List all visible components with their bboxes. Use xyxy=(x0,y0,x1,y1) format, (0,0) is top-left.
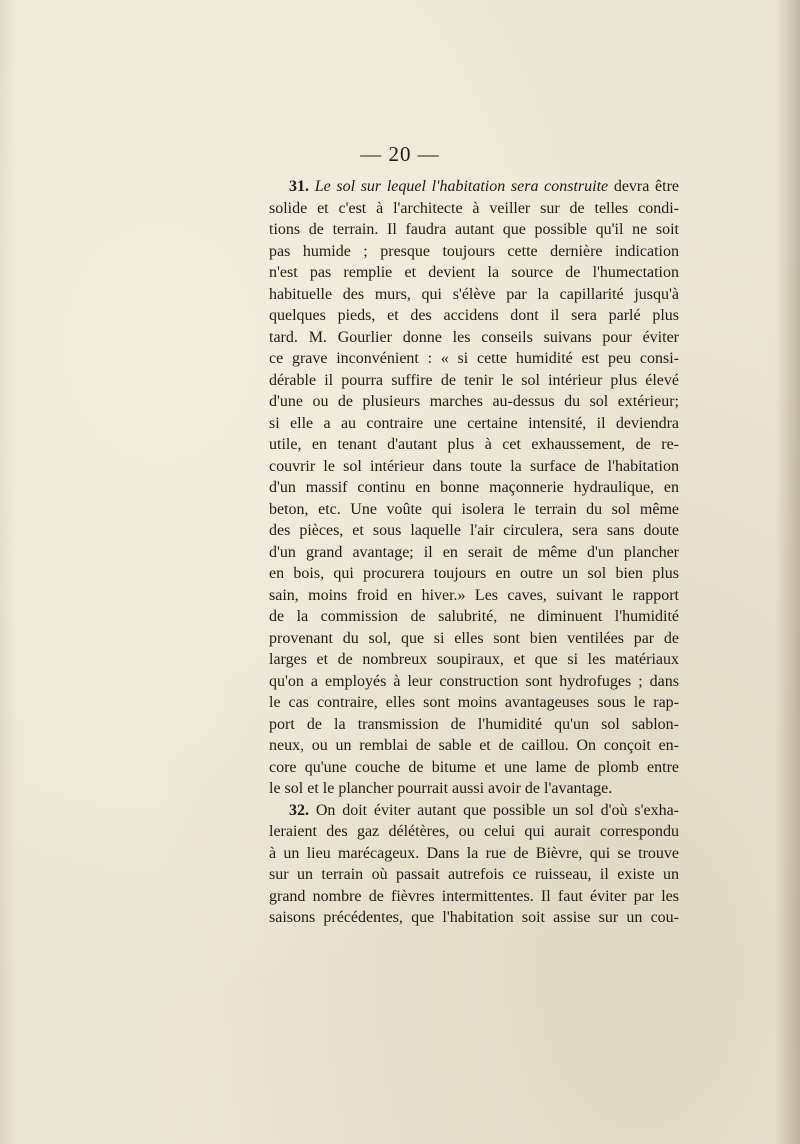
paragraph-31-line: utile, en tenant d'autant plus à cet exhaussement, de re- xyxy=(269,436,679,453)
paragraph-31-line: couvrir le sol intérieur dans toute la surface de l'habitation xyxy=(269,457,679,475)
paragraph-31-line: port de la transmission de l'humidité qu'un sol sablon- xyxy=(269,715,679,733)
paragraph-31-line: si elle a au contraire une certaine intensité, il deviendra xyxy=(269,414,679,432)
paragraph-31-line xyxy=(269,176,679,198)
paragraph-31-line: core qu'une couche de bitume et une lame de plomb entre xyxy=(269,758,679,776)
paragraph-31-italic-lead: Le sol sur lequel l'habitation sera construite xyxy=(314,178,609,195)
paragraph-32-line: à un lieu marécageux. Dans la rue de Bièvre, qui se trouve xyxy=(269,844,679,862)
paragraph-32-line: saisons précédentes, que l'habitation soit assise sur un cou- xyxy=(269,909,679,926)
paragraph-31-line-text: devra être xyxy=(608,178,680,195)
paragraph-31-line: neux, ou un remblai de sable et de caillou. On conçoit en- xyxy=(269,737,679,754)
paragraph-32-line: leraient des gaz délétères, ou celui qui aurait correspondu xyxy=(269,823,679,840)
paragraph-32-line: sur un terrain où passait autrefois ce ruisseau, il existe un xyxy=(269,866,679,883)
paragraph-31-line: le cas contraire, elles sont moins avantageuses sous le rap- xyxy=(269,694,679,711)
paragraph-31-line: larges et de nombreux soupiraux, et que si les matériaux xyxy=(269,651,679,668)
paragraph-31-line: provenant du sol, que si elles sont bien ventilées par de xyxy=(269,629,679,647)
paragraph-31-line: en bois, qui procurera toujours en outre un sol bien plus xyxy=(269,565,679,582)
paragraph-31-line: pas humide ; presque toujours cette dernière indication xyxy=(269,242,679,260)
paragraph-31-number: 31. xyxy=(289,178,309,195)
paragraph-31-line: beton, etc. Une voûte qui isolera le terrain du sol même xyxy=(269,500,679,518)
paragraph-32-line xyxy=(269,800,679,822)
paragraph-31-line: n'est pas remplie et devient la source de l'humectation xyxy=(269,264,679,281)
paragraph-31-line: de la commission de salubrité, ne diminuent l'humidité xyxy=(269,608,679,625)
paragraph-31-line: habituelle des murs, qui s'élève par la capillarité jusqu'à xyxy=(269,285,679,303)
paragraph-31-line: tions de terrain. Il faudra autant que possible qu'il ne soit xyxy=(269,221,679,238)
paragraph-32-number: 32. xyxy=(289,801,309,819)
paragraph-31-line: d'un grand avantage; il en serait de même d'un plancher xyxy=(269,543,679,561)
paragraph-31-line: sain, moins froid en hiver.» Les caves, suivant le rapport xyxy=(269,586,679,604)
paragraph-31-line: ce grave inconvénient : « si cette humidité est peu consi- xyxy=(269,350,679,367)
paragraph-31-line: d'un massif continu en bonne maçonnerie hydraulique, en xyxy=(269,479,679,496)
paragraph-31-line: le sol et le plancher pourrait aussi avoir de l'avantage. xyxy=(269,780,613,797)
paragraph-31-line: des pièces, et sous laquelle l'air circulera, sera sans doute xyxy=(269,522,679,539)
paragraph-31-line: solide et c'est à l'architecte à veiller sur de telles condi- xyxy=(269,199,679,217)
paragraph-31-line: qu'on a employés à leur construction sont hydrofuges ; dans xyxy=(269,672,679,690)
paragraph-31-line: dérable il pourra suffire de tenir le sol intérieur plus élevé xyxy=(269,371,679,389)
page-number: — 20 — xyxy=(360,142,440,166)
paragraph-32-line: grand nombre de fièvres intermittentes. Il faut éviter par les xyxy=(269,887,679,905)
paragraph-31-line: quelques pieds, et des accidens dont il sera parlé plus xyxy=(269,307,679,324)
paragraph-31-line: d'une ou de plusieurs marches au-dessus du sol extérieur; xyxy=(269,393,679,410)
body-text xyxy=(269,176,679,929)
paragraph-31-line: tard. M. Gourlier donne les conseils suivans pour éviter xyxy=(269,328,679,346)
paragraph-32-line-text: On doit éviter autant que possible un sol d'où s'exha- xyxy=(309,801,679,819)
